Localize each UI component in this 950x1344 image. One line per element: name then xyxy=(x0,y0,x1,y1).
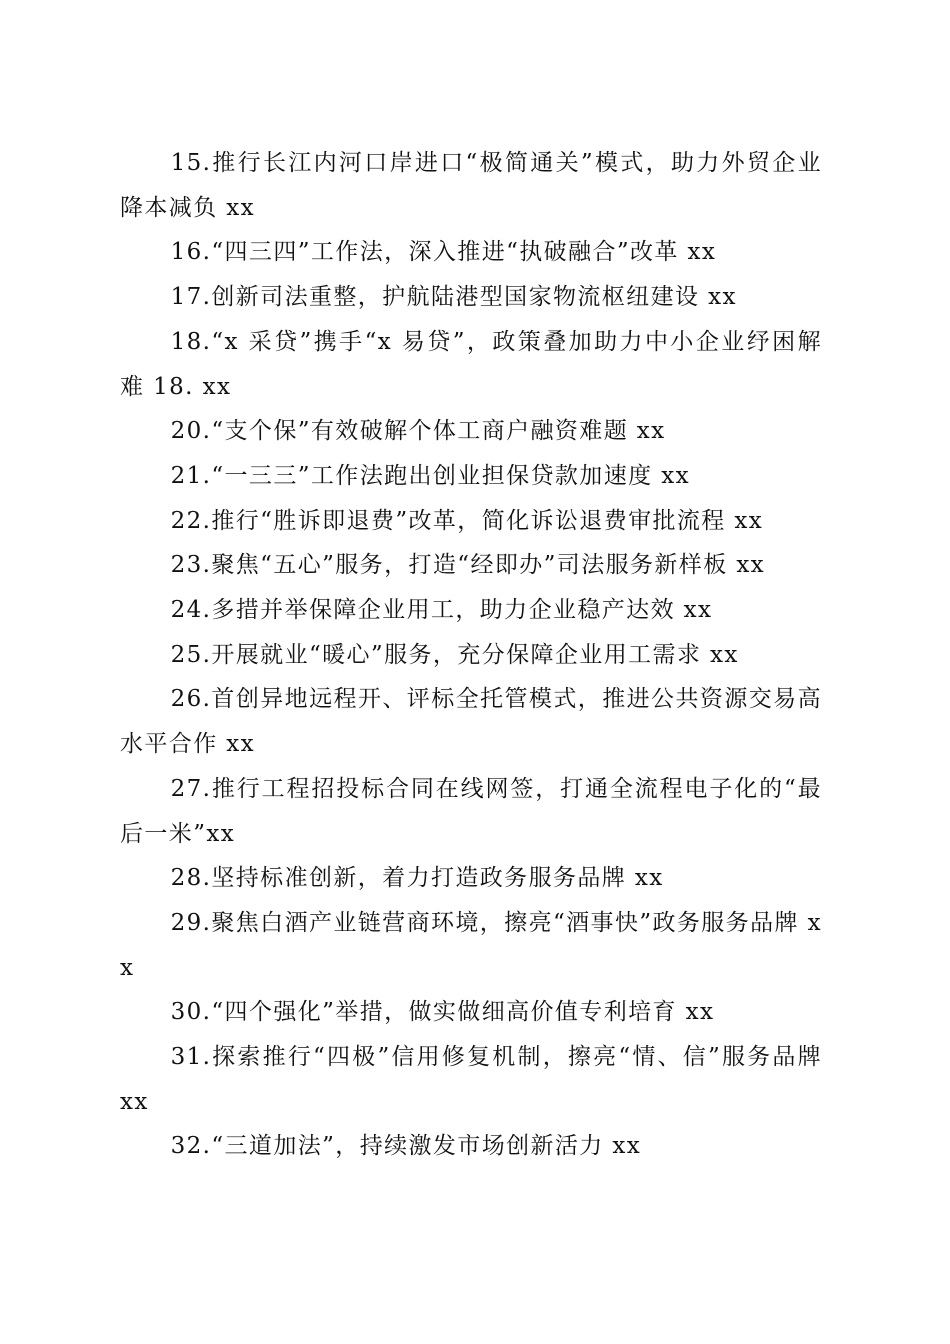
paragraph-21: 21.“一三三”工作法跑出创业担保贷款加速度 xx xyxy=(170,462,690,489)
paragraph-27: 27.推行工程招投标合同在线网签，打通全流程电子化的“最后一米”xx xyxy=(120,775,822,847)
paragraph-30: 30.“四个强化”举措，做实做细高价值专利培育 xx xyxy=(170,999,715,1026)
paragraph-28: 28.坚持标准创新，着力打造政务服务品牌 xx xyxy=(170,865,664,892)
paragraph-16: 16.“四三四”工作法，深入推进“执破融合”改革 xx xyxy=(170,239,717,266)
paragraph-20: 20.“支个保”有效破解个体工商户融资难题 xx xyxy=(170,418,666,445)
paragraph-17: 17.创新司法重整，护航陆港型国家物流枢纽建设 xx xyxy=(170,284,737,311)
paragraph-15: 15.推行长江内河口岸进口“极简通关”模式，助力外贸企业降本减负 xx xyxy=(120,150,822,221)
paragraph-24: 24.多措并举保障企业用工，助力企业稳产达效 xx xyxy=(170,597,713,624)
paragraph-31: 31.探索推行“四极”信用修复机制，擦亮“情、信”服务品牌 xx xyxy=(120,1044,822,1115)
document-body xyxy=(120,141,822,1169)
paragraph-22: 22.推行“胜诉即退费”改革，简化诉讼退费审批流程 xx xyxy=(170,507,764,534)
paragraph-29: 29.聚焦白酒产业链营商环境，擦亮“酒事快”政务服务品牌 xx xyxy=(120,909,822,981)
paragraph-26: 26.首创异地远程开、评标全托管模式，推进公共资源交易高水平合作 xx xyxy=(120,686,822,758)
paragraph-32: 32.“三道加法”，持续激发市场创新活力 xx xyxy=(170,1133,642,1160)
paragraph-23: 23.聚焦“五心”服务，打造“经即办”司法服务新样板 xx xyxy=(170,552,766,579)
paragraph-18: 18.“x 采贷”携手“x 易贷”，政策叠加助力中小企业纾困解难 18. xx xyxy=(120,328,822,400)
paragraph-25: 25.开展就业“暖心”服务，充分保障企业用工需求 xx xyxy=(170,641,739,668)
